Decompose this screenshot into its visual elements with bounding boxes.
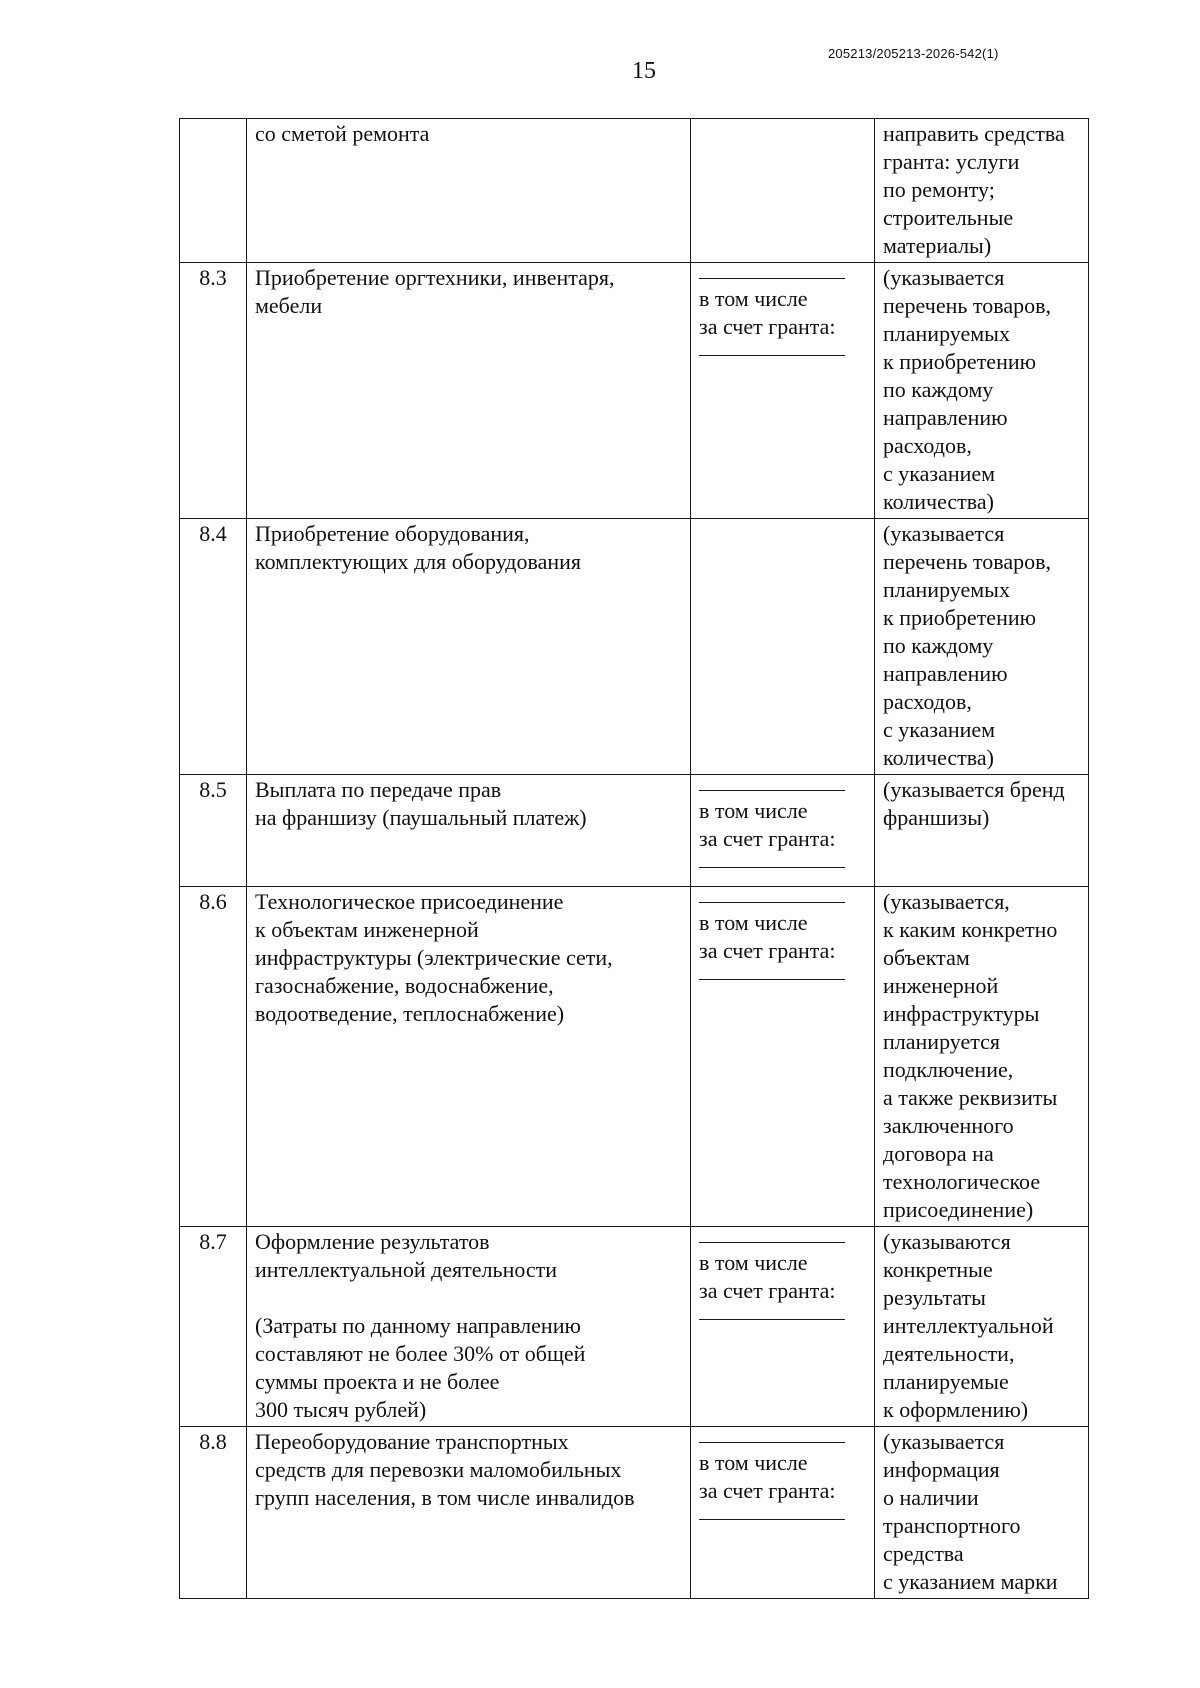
- row-sum: [691, 775, 875, 887]
- row-sum-label: в том числе: [699, 286, 808, 311]
- row-name-line: Приобретение оргтехники, инвентаря,: [255, 265, 615, 290]
- row-name-line: Приобретение оборудования,: [255, 521, 530, 546]
- row-sum: [691, 519, 875, 775]
- row-sum-label: в том числе: [699, 1450, 808, 1475]
- row-note-line: строительные: [883, 205, 1014, 230]
- table-row: [180, 1427, 1089, 1599]
- row-note-line: результаты: [883, 1285, 986, 1310]
- row-note-line: интеллектуальной: [883, 1313, 1054, 1338]
- row-name-line: комплектующих для оборудования: [255, 549, 581, 574]
- row-note-line: инфраструктуры: [883, 1001, 1040, 1026]
- row-name-line: Оформление результатов: [255, 1229, 490, 1254]
- row-name-line: мебели: [255, 293, 323, 318]
- row-name-line: Переоборудование транспортных: [255, 1429, 569, 1454]
- row-note-line: (указывается: [883, 1429, 1005, 1454]
- row-note-line: перечень товаров,: [883, 293, 1051, 318]
- row-note-line: франшизы): [883, 805, 990, 830]
- amount-blank-line: [699, 888, 845, 903]
- row-name-note-line: суммы проекта и не более: [255, 1369, 500, 1394]
- row-note-line: с указанием марки: [883, 1569, 1058, 1594]
- row-note: [875, 775, 1089, 887]
- table-row: [180, 775, 1089, 887]
- row-note-line: о наличии: [883, 1485, 979, 1510]
- row-note-line: деятельности,: [883, 1341, 1015, 1366]
- row-number: 8.3: [180, 263, 247, 519]
- row-note-line: (указывается бренд: [883, 777, 1065, 802]
- row-note-line: (указывается: [883, 521, 1005, 546]
- row-note-line: объектам: [883, 945, 970, 970]
- row-note-line: направить средства: [883, 121, 1065, 146]
- grant-blank-line: [699, 1305, 845, 1320]
- row-note-line: расходов,: [883, 433, 972, 458]
- row-note-line: перечень товаров,: [883, 549, 1051, 574]
- row-note-line: инженерной: [883, 973, 999, 998]
- row-note-line: (указываются: [883, 1229, 1011, 1254]
- grant-blank-line: [699, 341, 845, 356]
- grant-blank-line: [699, 965, 845, 980]
- row-sum-label: за счет гранта:: [699, 1278, 836, 1303]
- row-name-line: инфраструктуры (электрические сети,: [255, 945, 613, 970]
- row-note-line: планируемых: [883, 577, 1010, 602]
- row-note: [875, 1427, 1089, 1599]
- table-row: [180, 119, 1089, 263]
- row-sum-label: за счет гранта:: [699, 1478, 836, 1503]
- row-sum: [691, 1227, 875, 1427]
- row-name-line: групп населения, в том числе инвалидов: [255, 1485, 635, 1510]
- row-name-line: интеллектуальной деятельности: [255, 1257, 558, 1282]
- row-note-line: к каким конкретно: [883, 917, 1058, 942]
- row-note-line: количества): [883, 745, 994, 770]
- row-note-line: транспортного: [883, 1513, 1021, 1538]
- row-note-line: планируется: [883, 1029, 1001, 1054]
- table-row: [180, 263, 1089, 519]
- row-sum: [691, 263, 875, 519]
- row-name: [247, 887, 691, 1227]
- row-name: [247, 1227, 691, 1427]
- row-sum-label: за счет гранта:: [699, 826, 836, 851]
- row-name-line: газоснабжение, водоснабжение,: [255, 973, 554, 998]
- amount-blank-line: [699, 1228, 845, 1243]
- row-name-note-line: 300 тысяч рублей): [255, 1397, 427, 1422]
- row-note-line: по каждому: [883, 377, 994, 402]
- row-sum-label: в том числе: [699, 910, 808, 935]
- row-note-line: с указанием: [883, 717, 996, 742]
- row-note-line: с указанием: [883, 461, 996, 486]
- row-sum: [691, 119, 875, 263]
- row-name-note-line: составляют не более 30% от общей: [255, 1341, 586, 1366]
- row-note-line: по каждому: [883, 633, 994, 658]
- row-note: [875, 887, 1089, 1227]
- row-name-line: средств для перевозки маломобильных: [255, 1457, 622, 1482]
- grant-blank-line: [699, 853, 845, 868]
- row-note-line: средства: [883, 1541, 964, 1566]
- row-note-line: (указывается,: [883, 889, 1010, 914]
- amount-blank-line: [699, 776, 845, 791]
- row-number: 8.8: [180, 1427, 247, 1599]
- row-name: [247, 519, 691, 775]
- document-code: 205213/205213-2026-542(1): [828, 46, 999, 61]
- grant-blank-line: [699, 1505, 845, 1520]
- row-name: [247, 1427, 691, 1599]
- row-note-line: информация: [883, 1457, 1000, 1482]
- row-name-line: Технологическое присоединение: [255, 889, 564, 914]
- row-note-line: подключение,: [883, 1057, 1014, 1082]
- row-name-line: к объектам инженерной: [255, 917, 479, 942]
- row-note: [875, 263, 1089, 519]
- row-note-line: к приобретению: [883, 349, 1037, 374]
- row-sum-label: за счет гранта:: [699, 938, 836, 963]
- row-note-line: к приобретению: [883, 605, 1037, 630]
- row-number: 8.7: [180, 1227, 247, 1427]
- row-name-line: водоотведение, теплоснабжение): [255, 1001, 565, 1026]
- row-note-line: технологическое: [883, 1169, 1041, 1194]
- row-note-line: а также реквизиты: [883, 1085, 1058, 1110]
- row-name-line: Выплата по передаче прав: [255, 777, 502, 802]
- row-number: 8.4: [180, 519, 247, 775]
- page-number: 15: [632, 58, 656, 84]
- row-note: [875, 119, 1089, 263]
- row-name-note-line: (Затраты по данному направлению: [255, 1313, 581, 1338]
- row-note-line: планируемых: [883, 321, 1010, 346]
- row-sum-label: за счет гранта:: [699, 314, 836, 339]
- expense-table: [179, 118, 1089, 1599]
- row-name: [247, 119, 691, 263]
- amount-blank-line: [699, 264, 845, 279]
- row-number: 8.5: [180, 775, 247, 887]
- row-name-line: со сметой ремонта: [255, 121, 430, 146]
- row-note-line: материалы): [883, 233, 992, 258]
- row-sum: [691, 1427, 875, 1599]
- row-note-line: направлению: [883, 405, 1008, 430]
- row-note-line: к оформлению): [883, 1397, 1029, 1422]
- row-sum: [691, 887, 875, 1227]
- row-note-line: количества): [883, 489, 994, 514]
- row-note-line: присоединение): [883, 1197, 1034, 1222]
- table-row: [180, 519, 1089, 775]
- row-note-line: планируемые: [883, 1369, 1009, 1394]
- row-note-line: направлению: [883, 661, 1008, 686]
- row-sum-label: в том числе: [699, 798, 808, 823]
- row-name-line: на франшизу (паушальный платеж): [255, 805, 587, 830]
- row-note-line: конкретные: [883, 1257, 993, 1282]
- row-sum-label: в том числе: [699, 1250, 808, 1275]
- table-row: [180, 887, 1089, 1227]
- row-note-line: (указывается: [883, 265, 1005, 290]
- row-note-line: договора на: [883, 1141, 994, 1166]
- table-row: [180, 1227, 1089, 1427]
- row-note-line: гранта: услуги: [883, 149, 1020, 174]
- row-name: [247, 263, 691, 519]
- row-name: [247, 775, 691, 887]
- row-note: [875, 519, 1089, 775]
- amount-blank-line: [699, 1428, 845, 1443]
- row-note-line: расходов,: [883, 689, 972, 714]
- row-number: [180, 119, 247, 263]
- row-note: [875, 1227, 1089, 1427]
- row-number: 8.6: [180, 887, 247, 1227]
- row-note-line: по ремонту;: [883, 177, 995, 202]
- row-note-line: заключенного: [883, 1113, 1014, 1138]
